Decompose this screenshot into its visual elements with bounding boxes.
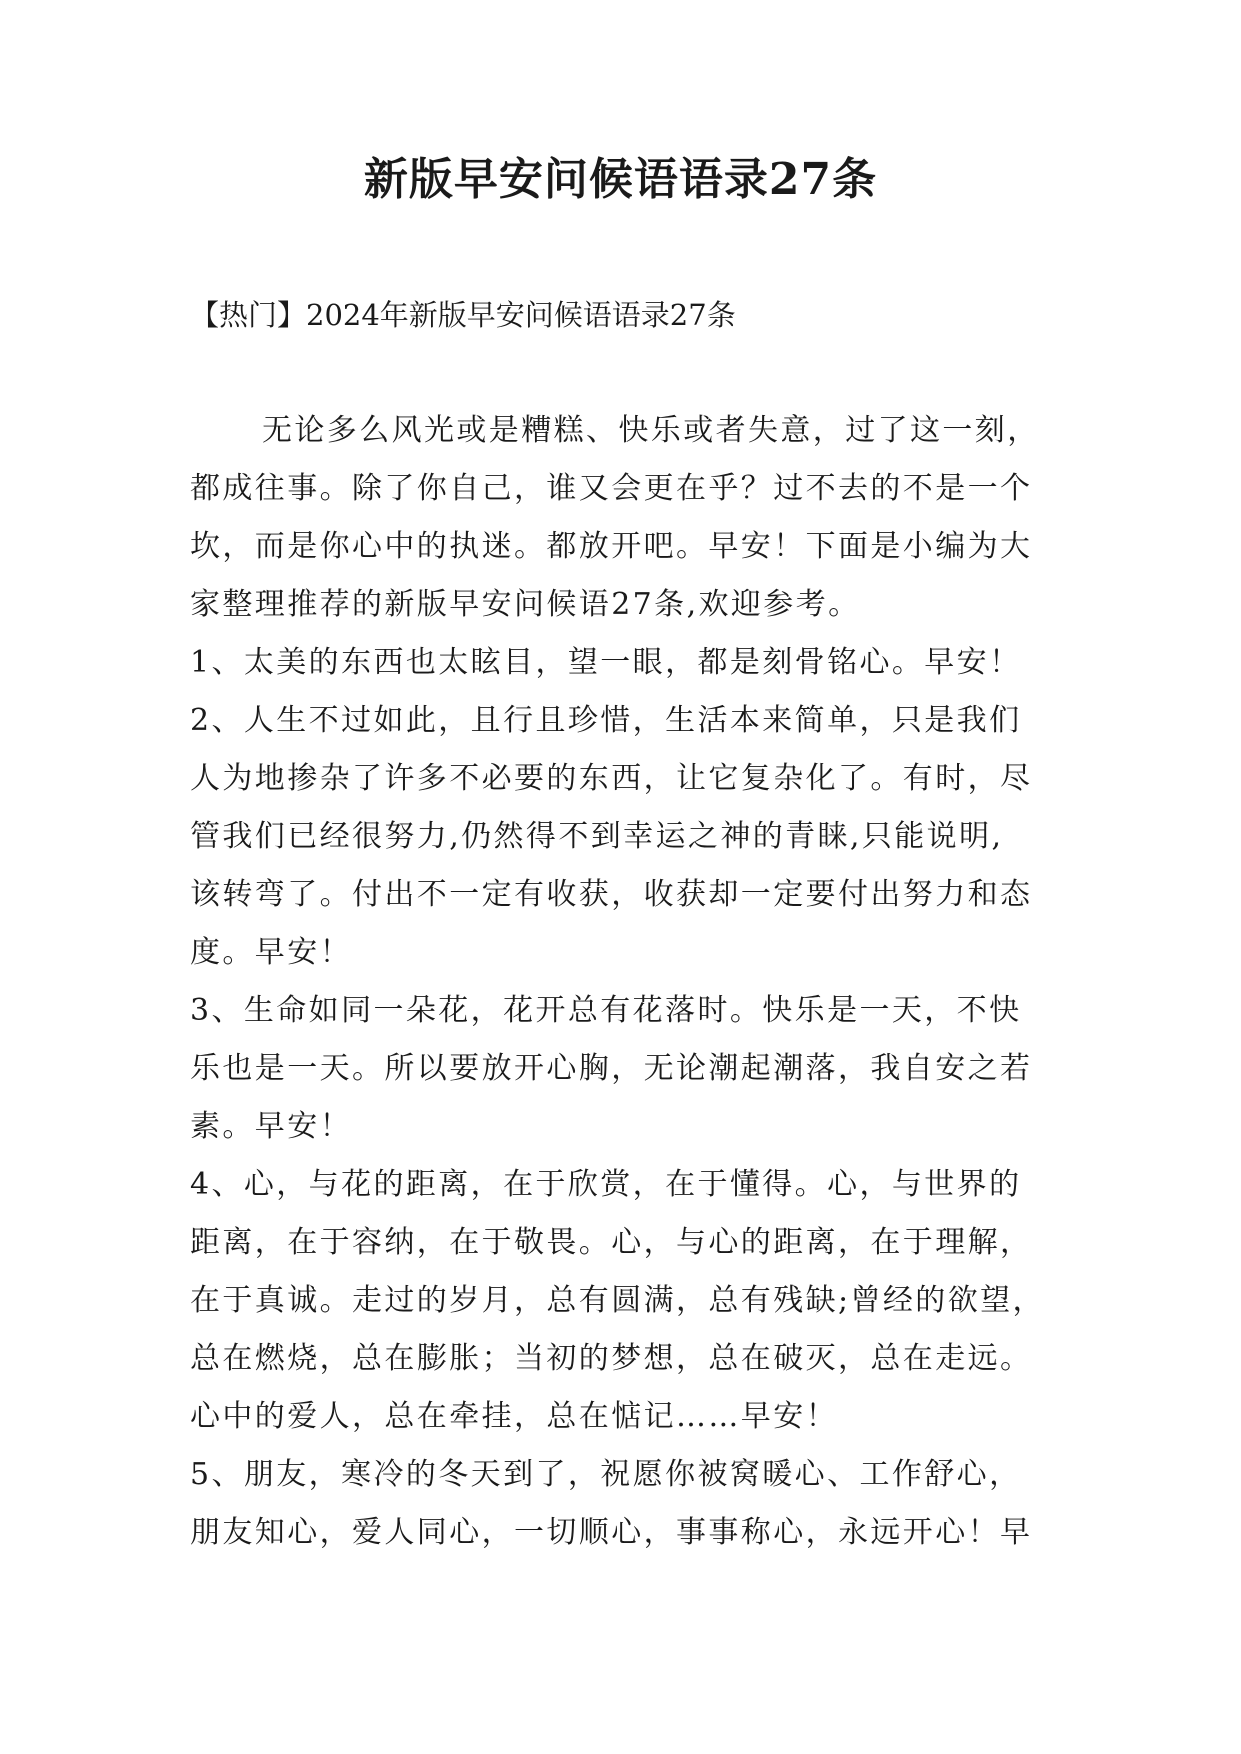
paragraph-line: 素。早安！	[190, 1109, 352, 1144]
document-subtitle: 【热门】2024年新版早安问候语语录27条	[190, 298, 736, 332]
paragraph-line: 坎，而是你心中的执迷。都放开吧。早安！下面是小编为大	[190, 529, 1033, 564]
paragraph-line: 5、朋友，寒冷的冬天到了，祝愿你被窝暖心、工作舒心，	[190, 1457, 1022, 1492]
paragraph-line: 度。早安！	[190, 935, 352, 970]
paragraph-line: 乐也是一天。所以要放开心胸，无论潮起潮落，我自安之若	[190, 1051, 1033, 1086]
paragraph-line: 心中的爱人，总在牵挂，总在惦记……早安！	[190, 1399, 838, 1434]
paragraph-line: 在于真诚。走过的岁月，总有圆满，总有残缺;曾经的欲望，	[190, 1283, 1045, 1318]
paragraph-line: 总在燃烧，总在膨胀；当初的梦想，总在破灭，总在走远。	[190, 1341, 1033, 1376]
paragraph-line: 1、太美的东西也太眩目，望一眼，都是刻骨铭心。早安！	[190, 645, 1022, 680]
paragraph-line: 2、人生不过如此，且行且珍惜，生活本来简单，只是我们	[190, 703, 1022, 738]
paragraph-line: 都成往事。除了你自己，谁又会更在乎？过不去的不是一个	[190, 471, 1033, 506]
paragraph-line: 朋友知心，爱人同心，一切顺心，事事称心，永远开心！早	[190, 1515, 1033, 1550]
paragraph-line: 管我们已经很努力,仍然得不到幸运之神的青睐,只能说明,	[190, 819, 1004, 854]
paragraph-line: 3、生命如同一朵花，花开总有花落时。快乐是一天，不快	[190, 993, 1022, 1028]
paragraph-line: 无论多么风光或是糟糕、快乐或者失意，过了这一刻，	[262, 413, 1040, 448]
document-title: 新版早安问候语语录27条	[363, 154, 878, 205]
paragraph-line: 该转弯了。付出不一定有收获，收获却一定要付出努力和态	[190, 877, 1033, 912]
document-body	[190, 402, 1070, 1562]
paragraph-line: 4、心，与花的距离，在于欣赏，在于懂得。心，与世界的	[190, 1167, 1022, 1202]
paragraph-line: 人为地掺杂了许多不必要的东西，让它复杂化了。有时，尽	[190, 761, 1033, 796]
paragraph-line: 家整理推荐的新版早安问候语27条,欢迎参考。	[190, 587, 861, 622]
paragraph-line: 距离，在于容纳，在于敬畏。心，与心的距离，在于理解，	[190, 1225, 1033, 1260]
